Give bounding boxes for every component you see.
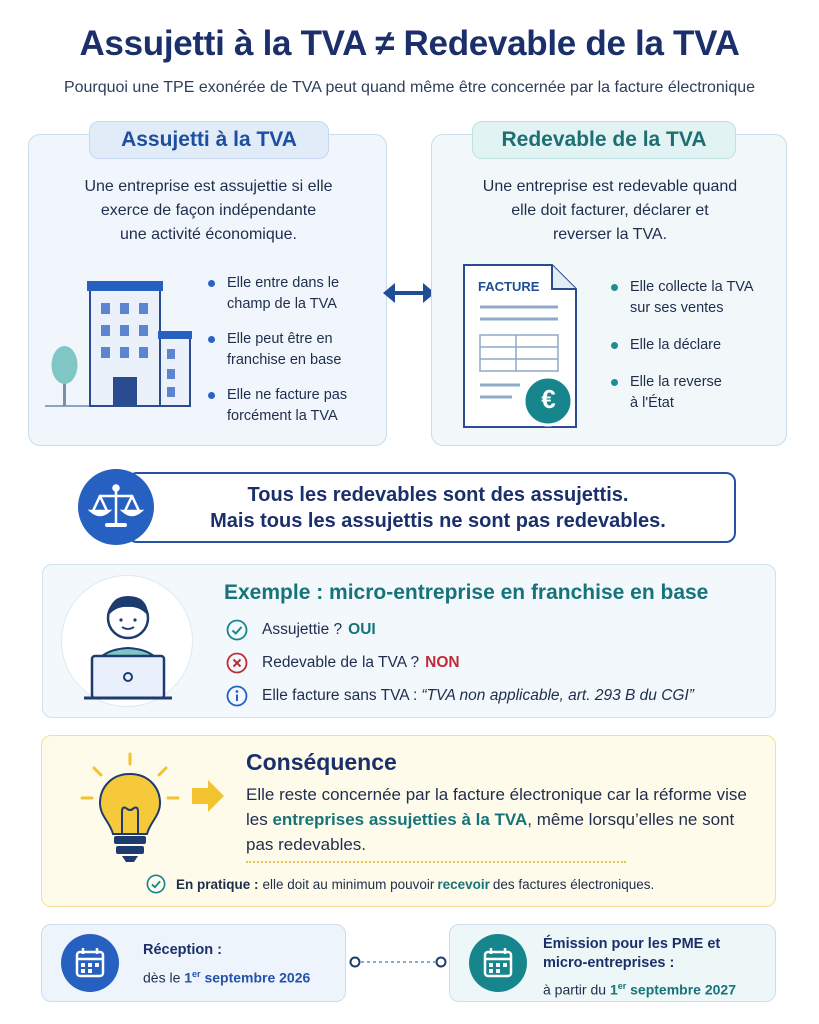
cross-icon bbox=[226, 652, 248, 674]
assujetti-description: Une entreprise est assujettie si elle exerce de façon indépendante une activité économique. bbox=[84, 178, 333, 243]
list-item: Elle la déclare bbox=[608, 335, 783, 356]
euro-icon: € bbox=[541, 384, 556, 414]
check-icon bbox=[146, 874, 166, 894]
info-icon bbox=[226, 685, 248, 707]
redevable-description: Une entreprise est redevable quand elle doit facturer, déclarer et reverser la TVA. bbox=[482, 178, 738, 243]
assujetti-bullets bbox=[205, 273, 380, 441]
double-arrow-icon bbox=[381, 280, 437, 306]
key-rule-text: Tous les redevables sont des assujettis. Mais tous les assujettis ne sont pas redevables. bbox=[210, 484, 666, 532]
balance-scale-icon bbox=[78, 469, 154, 545]
example-row-mention: Elle facture sans TVA : “TVA non applicable, art. 293 B du CGI” bbox=[226, 683, 694, 709]
assujetti-heading: Assujetti à la TVA bbox=[89, 121, 329, 159]
timeline-connector bbox=[348, 955, 448, 969]
invoice-label: FACTURE bbox=[478, 279, 540, 294]
reception-date: dès le 1er septembre 2026 bbox=[143, 969, 311, 986]
reception-date-card bbox=[41, 924, 346, 1002]
person-laptop-icon bbox=[61, 575, 193, 707]
page-subtitle: Pourquoi une TPE exonérée de TVA peut quand même être concernée par la facture électronique bbox=[63, 79, 756, 96]
consequence-card bbox=[41, 735, 776, 907]
example-title: Exemple : micro-entreprise en franchise en base bbox=[224, 581, 709, 604]
consequence-text: Elle reste concernée par la facture électronique car la réforme vise les entreprises assujetties à la TVA, même lorsqu’elles ne sont pas redevables. bbox=[246, 785, 747, 854]
example-row-assujettie: Assujettie ? OUI bbox=[226, 617, 376, 643]
emission-date-card bbox=[449, 924, 776, 1002]
consequence-title: Conséquence bbox=[246, 749, 397, 775]
redevable-heading: Redevable de la TVA bbox=[472, 121, 736, 159]
emission-date: à partir du 1er septembre 2027 bbox=[543, 981, 736, 998]
calendar-icon bbox=[469, 934, 527, 992]
list-item: Elle entre dans le champ de la TVA bbox=[205, 273, 380, 315]
redevable-bullets bbox=[608, 277, 783, 430]
reception-title: Réception : bbox=[143, 942, 222, 958]
check-icon bbox=[226, 619, 248, 641]
assujetti-card bbox=[28, 128, 387, 446]
list-item: Elle collecte la TVA sur ses ventes bbox=[608, 277, 783, 319]
practice-note: En pratique : elle doit au minimum pouvoir recevoir des factures électroniques. bbox=[146, 872, 654, 896]
example-row-redevable: Redevable de la TVA ? NON bbox=[226, 650, 460, 676]
divider bbox=[246, 861, 626, 863]
list-item: Elle peut être en franchise en base bbox=[205, 329, 380, 371]
list-item: Elle ne facture pas forcément la TVA bbox=[205, 385, 380, 427]
calendar-icon bbox=[61, 934, 119, 992]
office-building-icon bbox=[43, 273, 193, 413]
example-card bbox=[42, 564, 776, 718]
emission-title: Émission pour les PME et micro-entreprises : bbox=[543, 936, 721, 971]
list-item: Elle la reverse à l'État bbox=[608, 372, 783, 414]
redevable-card bbox=[431, 128, 787, 446]
lightbulb-icon bbox=[56, 750, 232, 868]
page-title: Assujetti à la TVA ≠ Redevable de la TVA bbox=[79, 24, 740, 63]
